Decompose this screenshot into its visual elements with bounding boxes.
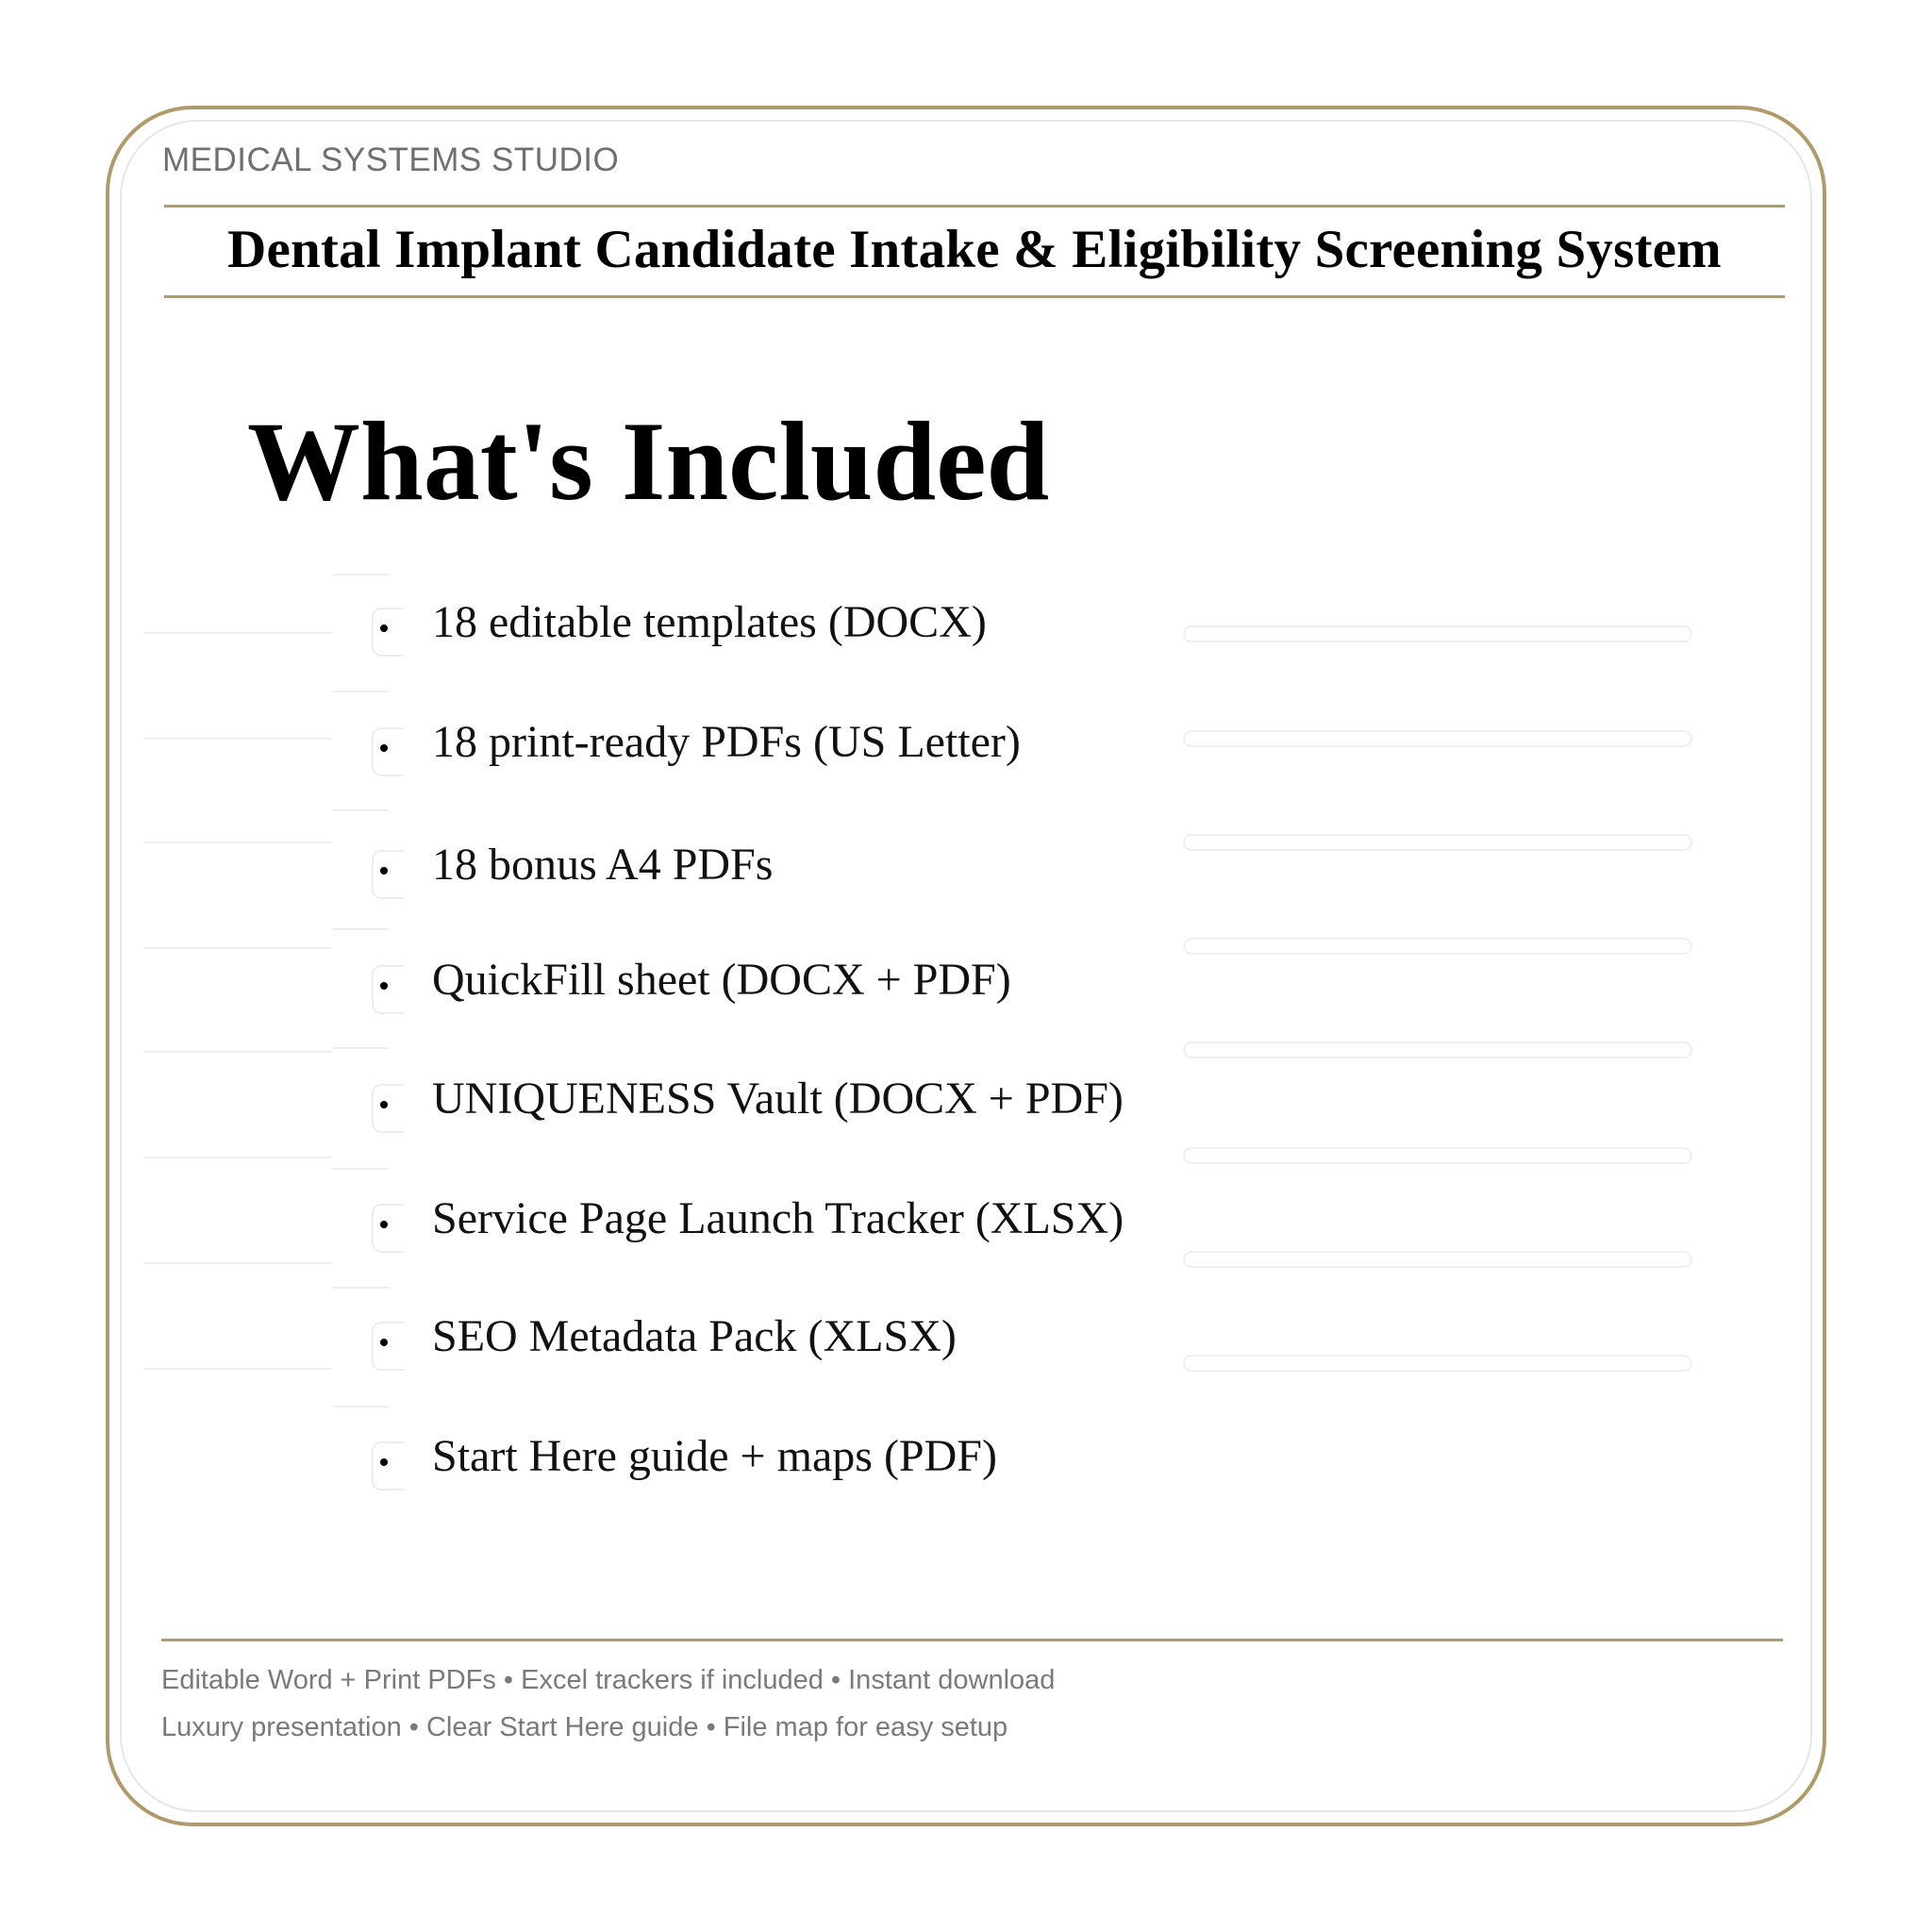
brand-label: MEDICAL SYSTEMS STUDIO — [162, 142, 620, 178]
list-item-text: SEO Metadata Pack (XLSX) — [432, 1311, 957, 1361]
bullet-frame — [372, 608, 404, 657]
list-item-text: UNIQUENESS Vault (DOCX + PDF) — [432, 1074, 1124, 1124]
list-item-text: 18 print-ready PDFs (US Letter) — [432, 717, 1021, 767]
bullet-frame — [372, 965, 404, 1014]
bullet-icon — [380, 1221, 388, 1228]
list-item-text: 18 editable templates (DOCX) — [432, 597, 987, 647]
bullet-icon — [380, 867, 388, 874]
bullet-icon — [380, 625, 388, 632]
bullet-icon — [380, 744, 388, 752]
list-item — [368, 714, 1217, 771]
list-item — [368, 1191, 1217, 1247]
footer-rule — [161, 1639, 1783, 1641]
list-item — [368, 1071, 1217, 1127]
list-item-text: Service Page Launch Tracker (XLSX) — [432, 1193, 1124, 1243]
bullet-frame — [372, 1441, 404, 1491]
bullet-frame — [372, 1084, 404, 1133]
document-title: Dental Implant Candidate Intake & Eligibility Screening System — [227, 220, 1722, 279]
bullet-frame — [372, 1204, 404, 1253]
bullet-icon — [380, 1101, 388, 1108]
list-item-text: 18 bonus A4 PDFs — [432, 840, 774, 890]
list-item — [368, 1428, 1217, 1485]
bullet-frame — [372, 1322, 404, 1371]
list-item-text: QuickFill sheet (DOCX + PDF) — [432, 955, 1011, 1005]
list-item — [368, 952, 1217, 1008]
bullet-icon — [380, 982, 388, 990]
list-item — [368, 837, 1217, 893]
bullet-icon — [380, 1458, 388, 1466]
list-item — [368, 594, 1217, 651]
bullet-icon — [380, 1339, 388, 1346]
footer-line-2: Luxury presentation • Clear Start Here guide • File map for easy setup — [161, 1712, 1008, 1742]
bullet-frame — [372, 727, 404, 776]
bullet-frame — [372, 850, 404, 899]
section-heading: What's Included — [247, 398, 1050, 524]
list-item — [368, 1308, 1217, 1365]
list-item-text: Start Here guide + maps (PDF) — [432, 1431, 997, 1481]
footer-line-1: Editable Word + Print PDFs • Excel trackers if included • Instant download — [161, 1665, 1056, 1695]
